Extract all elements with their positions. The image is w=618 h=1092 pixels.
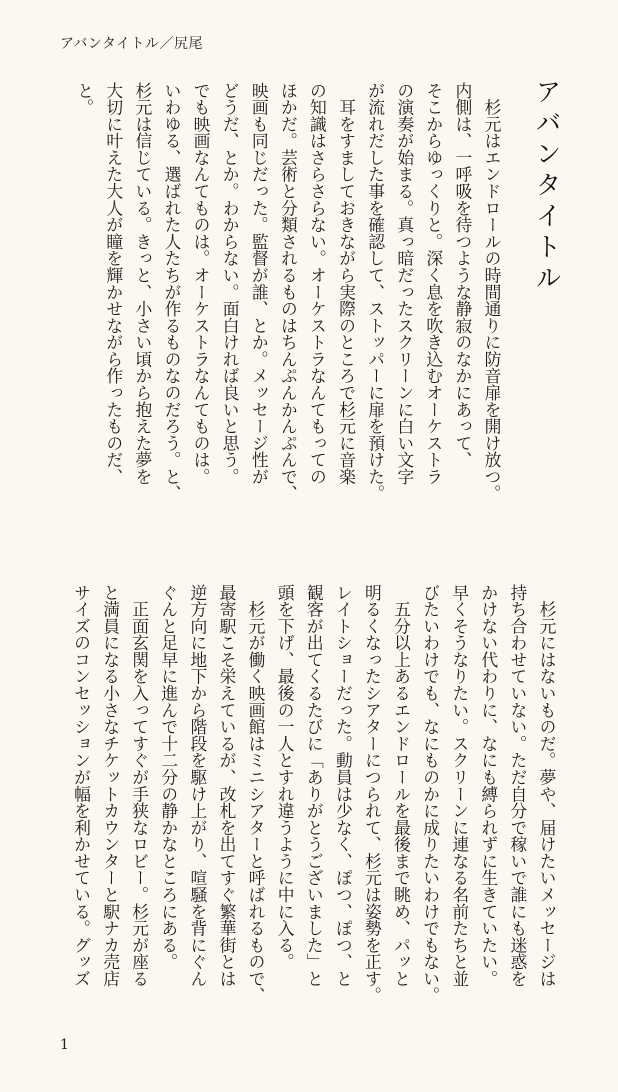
- text-line: かけない代わりに、なにも縛られずに生きていたい。: [478, 584, 499, 987]
- body-text-upper: [46, 82, 506, 562]
- text-line: 杉元は信じている。きっと、小さい頃から抱えた夢を: [132, 82, 153, 485]
- text-line: と。: [74, 82, 95, 116]
- text-line: 持ち合わせていない。ただ自分で稼いで誰にも迷惑を: [507, 584, 528, 987]
- text-line: 杉元が働く映画館はミニシアターと呼ばれるもので、: [246, 584, 267, 1004]
- text-line: 杉元にはないものだ。夢や、届けたいメッセージは: [537, 584, 557, 987]
- text-line: 大切に叶えた大人が瞳を輝かせながら作ったものだ、: [103, 82, 124, 485]
- text-line: いわゆる、選ばれた人たちが作るものなのだろう。と、: [161, 82, 182, 502]
- text-line: レイトショーだった。動員は少なく、ぽつ、ぽつ、と: [333, 584, 354, 987]
- text-line: 逆方向に地下から階段を駆け上がり、喧騒を背にぐん: [187, 584, 208, 987]
- chapter-title: アバンタイトル: [531, 78, 561, 295]
- text-line: 最寄駅こそ栄えているが、改札を出てすぐ繁華街とは: [216, 584, 237, 987]
- text-line: 五分以上あるエンドロールを最後まで眺め、パッと: [391, 584, 412, 987]
- text-line: 内側は、一呼吸を待つような静寂のなかにあって、: [452, 82, 473, 469]
- text-line: が流れだした事を確認して、ストッパーに扉を預けた。: [365, 82, 386, 502]
- text-line: 耳をすましておきながら実際のところで杉元に音楽: [336, 82, 357, 485]
- text-line: と満員になる小さなチケットカウンターと駅ナカ売店: [100, 584, 121, 987]
- text-line: ぐんと足早に進んで十二分の静かなところにある。: [158, 584, 179, 971]
- text-line: 正面玄関を入ってすぐが手狭なロビー。杉元が座る: [129, 584, 150, 987]
- text-line: 早くそうなりたい。スクリーンに連なる名前たちと並: [449, 584, 470, 987]
- page-number: 1: [60, 1037, 69, 1053]
- running-head: アバンタイトル／尻尾: [60, 36, 204, 52]
- text-line: でも映画なんてものは。オーケストラなんてものは。: [191, 82, 212, 485]
- text-line: 杉元はエンドロールの時間通りに防音扉を開け放つ。: [482, 82, 502, 502]
- text-line: の知識はさらさらない。オーケストラなんてもっての: [307, 82, 328, 485]
- text-line: どうだ、とか。わからない。面白ければ良いと思う。: [220, 82, 241, 485]
- body-text-lower: [51, 584, 561, 1036]
- text-line: びたいわけでも、なにものかに成りたいわけでもない。: [420, 584, 441, 1004]
- text-line: サイズのコンセッションが幅を利かせている。グッズ: [71, 584, 92, 987]
- text-line: 明るくなったシアターにつられて、杉元は姿勢を正す。: [362, 584, 383, 1004]
- text-line: の演奏が始まる。真っ暗だったスクリーンに白い文字: [394, 82, 415, 485]
- text-line: そこからゆっくりと。深く息を吹き込むオーケストラ: [423, 82, 444, 485]
- text-line: 頭を下げ、最後の一人とすれ違うように中に入る。: [275, 584, 296, 971]
- text-line: 観客が出てくるたびに「ありがとうございました」と: [304, 584, 325, 987]
- text-line: ほかだ。芸術と分類されるものはちんぷんかんぷんで、: [278, 82, 299, 502]
- text-line: 映画も同じだった。監督が誰、とか。メッセージ性が: [249, 82, 270, 485]
